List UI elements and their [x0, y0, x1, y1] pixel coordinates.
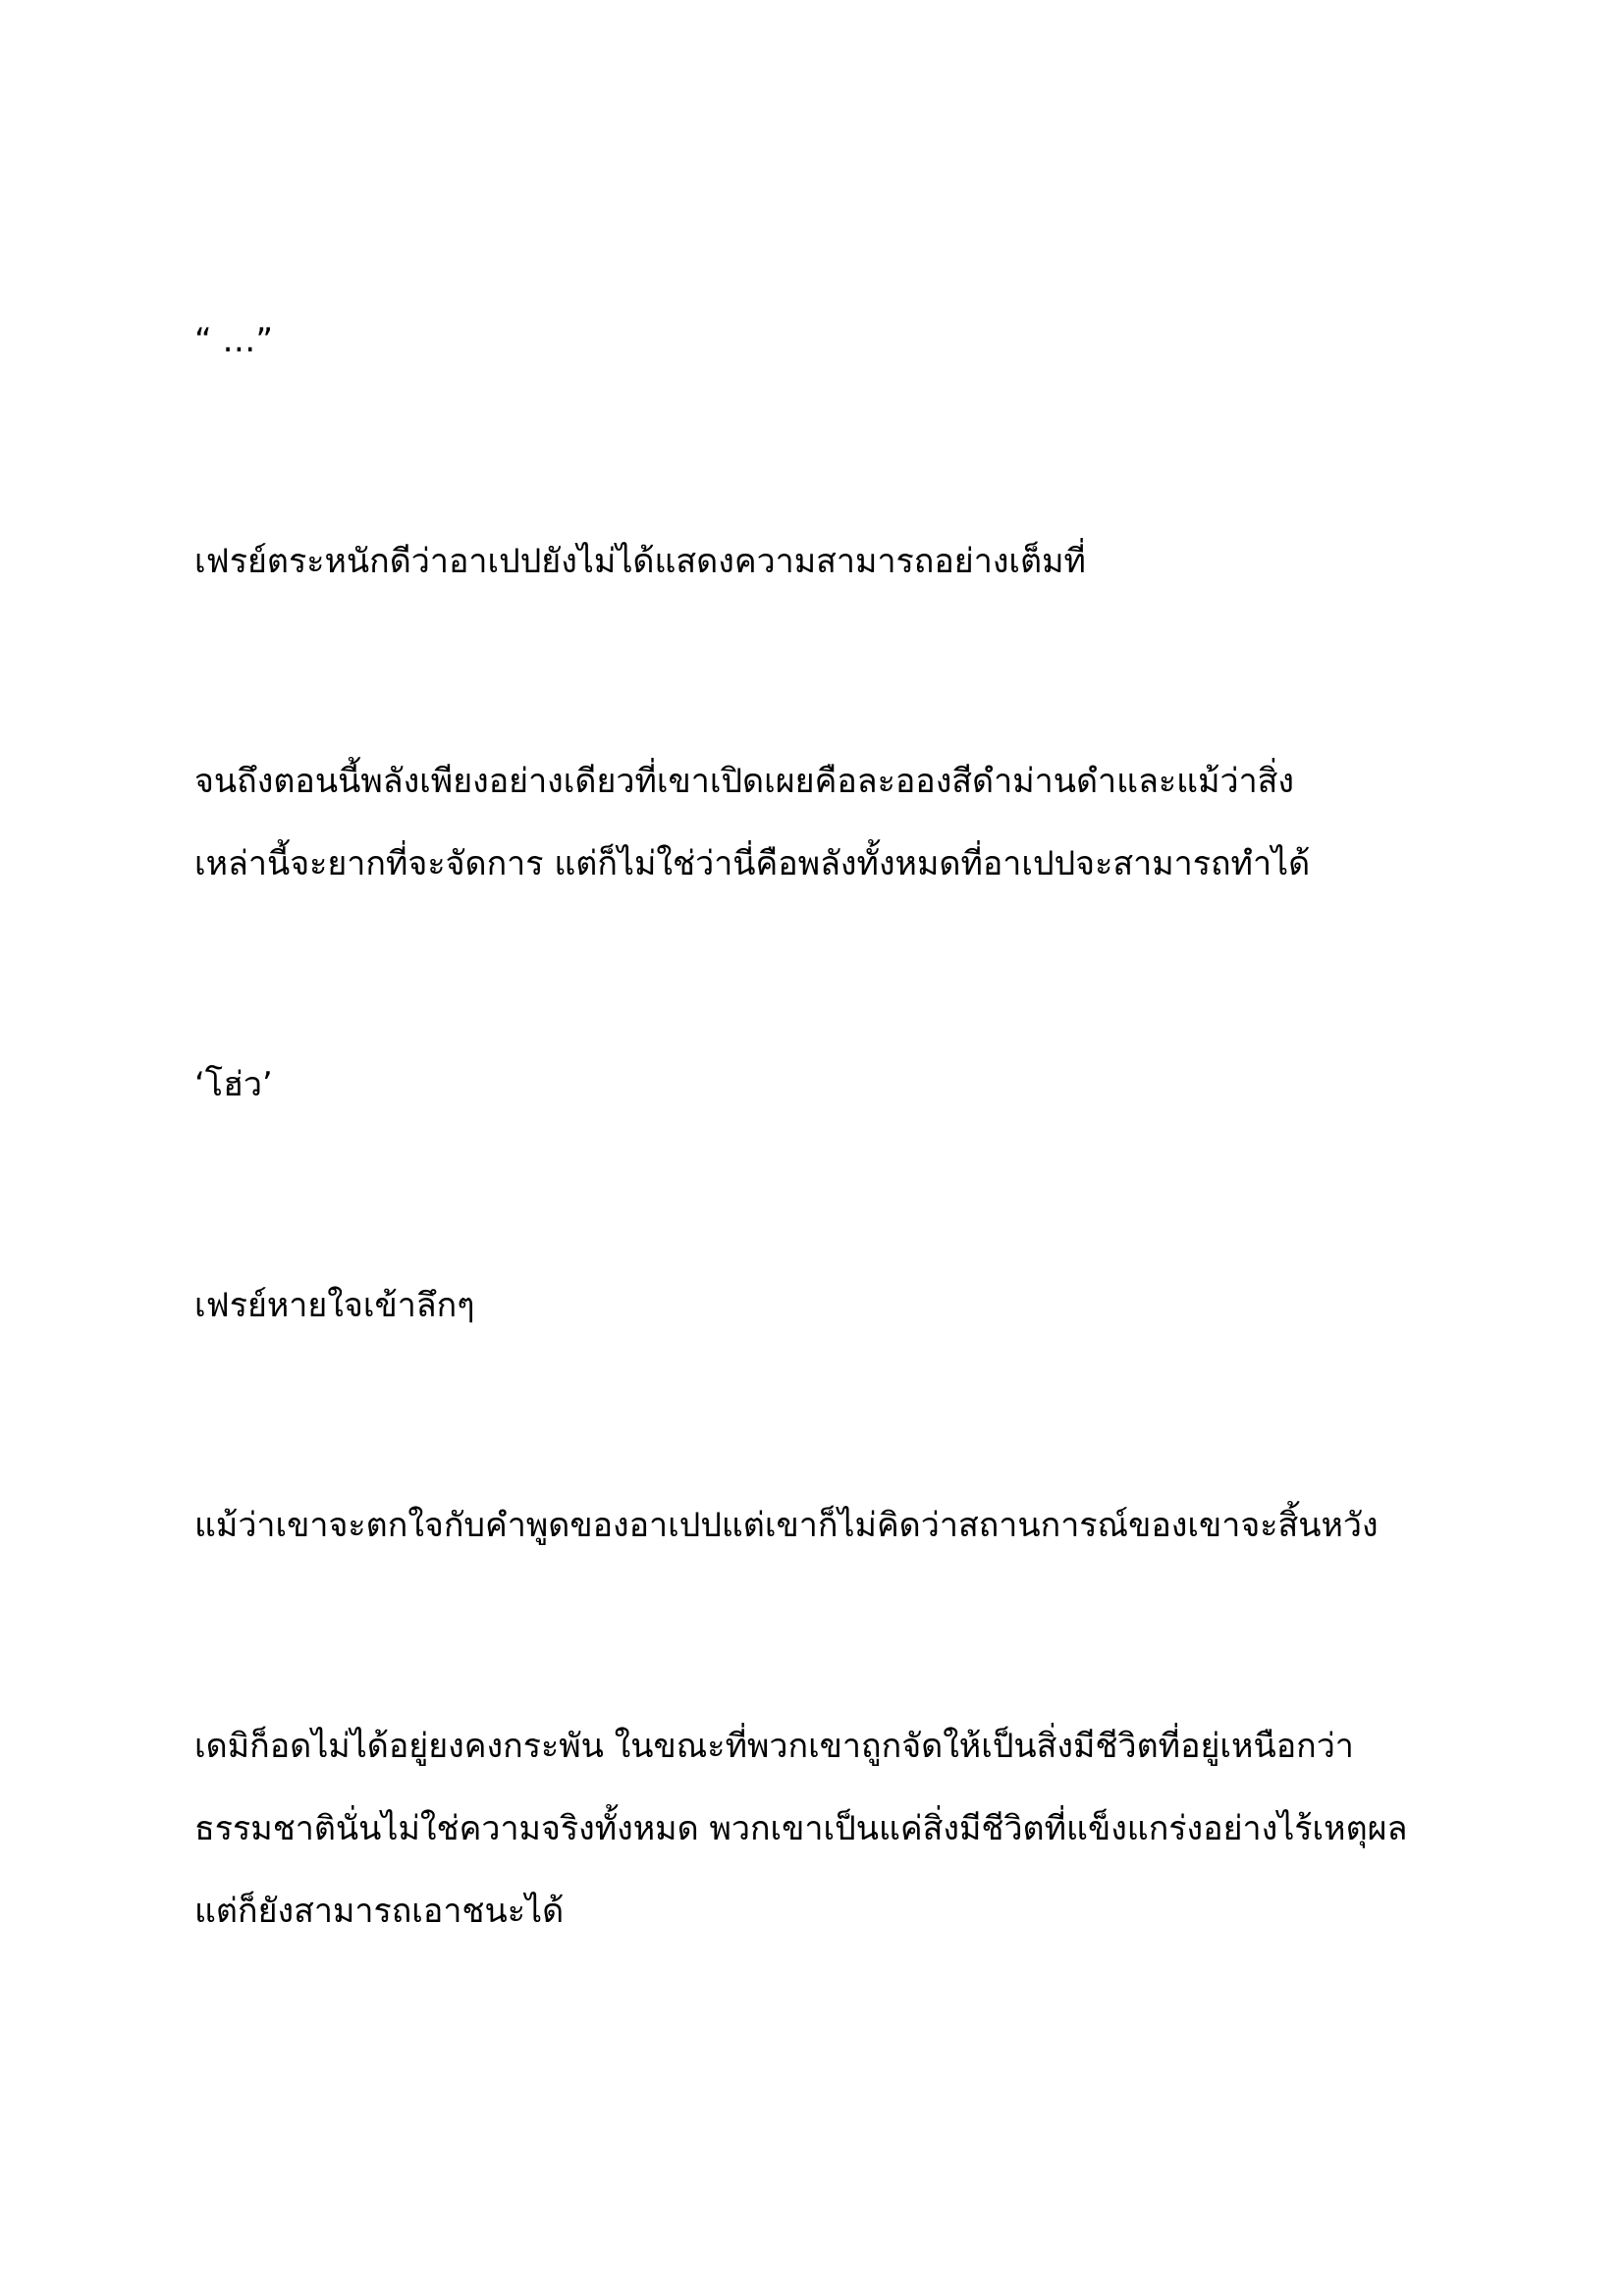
text-line: เหล่านี้จะยากที่จะจัดการ แต่ก็ไม่ใช่ว่านี่คือพลังทั้งหมดที่อาเปปจะสามารถทำได้ — [194, 844, 1311, 883]
text-line: ‘โฮ่ว’ — [194, 1065, 273, 1104]
text-line: ธรรมชาตินั่นไม่ใช่ความจริงทั้งหมด พวกเขาเป็นแค่สิ่งมีชีวิตที่แข็งแกร่งอย่างไร้เหตุผล — [194, 1809, 1408, 1848]
text-line: จนถึงตอนนี้พลังเพียงอย่างเดียวที่เขาเปิดเผยคือละอองสีดำม่านดำและแม้ว่าสิ่ง — [194, 762, 1295, 801]
text-line: แม้ว่าเขาจะตกใจกับคำพูดของอาเปปแต่เขาก็ไม่คิดว่าสถานการณ์ของเขาจะสิ้นหวัง — [194, 1506, 1379, 1545]
text-line: “ …” — [194, 321, 274, 360]
text-line: เดมิก็อดไม่ได้อยู่ยงคงกระพัน ในขณะที่พวกเขาถูกจัดให้เป็นสิ่งมีชีวิตที่อยู่เหนือกว่า — [194, 1727, 1354, 1766]
paragraph-powers-revealed — [194, 740, 1471, 905]
paragraph-deep-breath — [194, 1264, 1471, 1347]
paragraph-ellipsis-quote — [194, 299, 1471, 382]
text-line: เฟรย์หายใจเข้าลึกๆ — [194, 1286, 475, 1325]
paragraph-sigh — [194, 1043, 1471, 1126]
paragraph-frey-realizes — [194, 520, 1471, 603]
text-line: เฟรย์ตระหนักดีว่าอาเปปยังไม่ได้แสดงความสามารถอย่างเต็มที่ — [194, 542, 1086, 581]
paragraph-not-hopeless — [194, 1484, 1471, 1567]
paragraph-demigods — [194, 1705, 1471, 1952]
text-line: แต่ก็ยังสามารถเอาชนะได้ — [194, 1892, 565, 1931]
